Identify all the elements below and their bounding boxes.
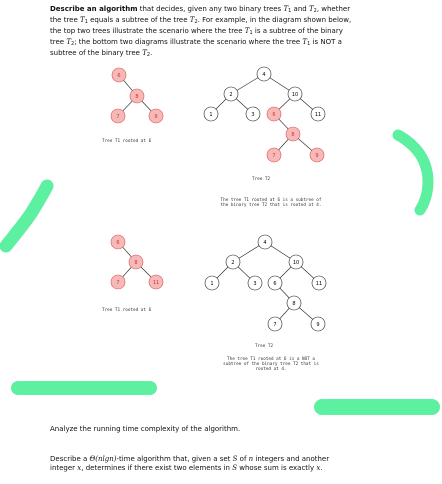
svg-text:6: 6 xyxy=(273,281,277,287)
second-question-line-1: Describe a Θ(nlgn)-time algorithm that, given a set S of n integers and another xyxy=(50,455,330,463)
highlighter-stroke-left xyxy=(6,186,47,246)
bottom-t1-node-8 xyxy=(129,255,143,269)
top-t2-node-6 xyxy=(267,107,281,121)
svg-text:7: 7 xyxy=(116,114,120,120)
bottom-t2-node-2 xyxy=(226,255,240,269)
bottom-t1-node-6 xyxy=(111,235,125,249)
svg-text:6: 6 xyxy=(117,73,121,79)
top-t2-node-1 xyxy=(204,107,218,121)
svg-text:3: 3 xyxy=(253,281,257,287)
top-t1-node-8 xyxy=(130,89,144,103)
analyze-question: Analyze the running time complexity of the algorithm. xyxy=(50,425,241,433)
svg-text:11: 11 xyxy=(315,281,323,287)
top-t2-node-2 xyxy=(224,87,238,101)
bottom-t2-caption: The tree T1 rooted at 6 is a NOT a subtree of the binary tree T2 that is rooted at 4. xyxy=(223,357,319,372)
bottom-t2-node-9 xyxy=(311,317,325,331)
problem-line-4: tree $T_2$; the bottom two diagrams illustrate the scenario where the tree $T_1$ is NOT a xyxy=(50,37,342,47)
bottom-t2-node-1 xyxy=(205,276,219,290)
bottom-t2-node-3 xyxy=(248,276,262,290)
svg-text:8: 8 xyxy=(134,260,138,266)
svg-text:7: 7 xyxy=(116,280,120,286)
top-t1-node-6 xyxy=(112,68,126,82)
top-t2-node-10 xyxy=(288,87,302,101)
top-t2-tree xyxy=(211,74,318,155)
top-t1-node-7 xyxy=(111,109,125,123)
problem-line-2: the tree $T_1$ equals a subtree of the tree $T_2$. For example, in the diagram shown below, xyxy=(50,15,352,25)
top-t2-node-4 xyxy=(257,67,271,81)
bottom-t1-caption: Tree T1 rooted at 6 xyxy=(102,308,152,313)
svg-text:11: 11 xyxy=(314,112,322,118)
bottom-t2-node-8 xyxy=(287,296,301,310)
bottom-t2-node-10 xyxy=(289,255,303,269)
bottom-t2-node-6 xyxy=(268,276,282,290)
svg-text:10: 10 xyxy=(291,92,299,98)
svg-text:6: 6 xyxy=(272,112,276,118)
svg-text:8: 8 xyxy=(292,301,296,307)
top-t2-node-3 xyxy=(246,107,260,121)
svg-text:9: 9 xyxy=(154,114,158,120)
svg-text:9: 9 xyxy=(315,153,319,159)
top-t1-node-9 xyxy=(149,109,163,123)
svg-text:11: 11 xyxy=(152,280,160,286)
svg-text:9: 9 xyxy=(316,322,320,328)
problem-line-1: Describe an algorithm that decides, given any two binary trees $T_1$ and $T_2$, whether xyxy=(50,5,351,14)
svg-text:8: 8 xyxy=(135,94,139,100)
second-question-line-2: integer x, determines if there exist two elements in S whose sum is exactly x. xyxy=(50,463,323,472)
highlighter-stroke-right xyxy=(398,135,428,210)
top-t2-node-7 xyxy=(267,148,281,162)
svg-text:1: 1 xyxy=(209,112,213,118)
top-t2-node-8 xyxy=(286,127,300,141)
bottom-t2-tree xyxy=(212,242,319,324)
bottom-t1-node-11 xyxy=(149,275,163,289)
svg-text:4: 4 xyxy=(262,72,266,78)
bottom-t2-node-4 xyxy=(258,235,272,249)
svg-text:2: 2 xyxy=(229,92,233,98)
bottom-t2-caption-title: Tree T2 xyxy=(255,344,274,349)
top-t2-caption: The tree T1 rooted at 6 is a subtree of the binary tree T2 that is rooted at 4. xyxy=(220,198,322,208)
top-t2-node-11 xyxy=(311,107,325,121)
svg-text:2: 2 xyxy=(231,260,235,266)
bottom-t2-node-11 xyxy=(312,276,326,290)
svg-text:7: 7 xyxy=(273,322,277,328)
svg-text:10: 10 xyxy=(292,260,300,266)
bottom-t2-node-7 xyxy=(268,317,282,331)
svg-text:7: 7 xyxy=(272,153,276,159)
top-t2-caption-title: Tree T2 xyxy=(252,177,271,182)
svg-text:4: 4 xyxy=(263,240,267,246)
top-t1-caption: Tree T1 rooted at 6 xyxy=(102,139,152,144)
bottom-t1-node-7 xyxy=(111,275,125,289)
svg-text:3: 3 xyxy=(251,112,255,118)
top-t2-node-9 xyxy=(310,148,324,162)
second-question xyxy=(50,455,400,473)
problem-line-3: the top two trees illustrate the scenario where the tree $T_1$ is a subtree of the binary xyxy=(50,26,343,36)
svg-text:8: 8 xyxy=(291,132,295,138)
svg-text:6: 6 xyxy=(116,240,120,246)
problem-line-5: subtree of the binary tree $T_2$. xyxy=(50,48,153,58)
svg-text:1: 1 xyxy=(210,281,214,287)
